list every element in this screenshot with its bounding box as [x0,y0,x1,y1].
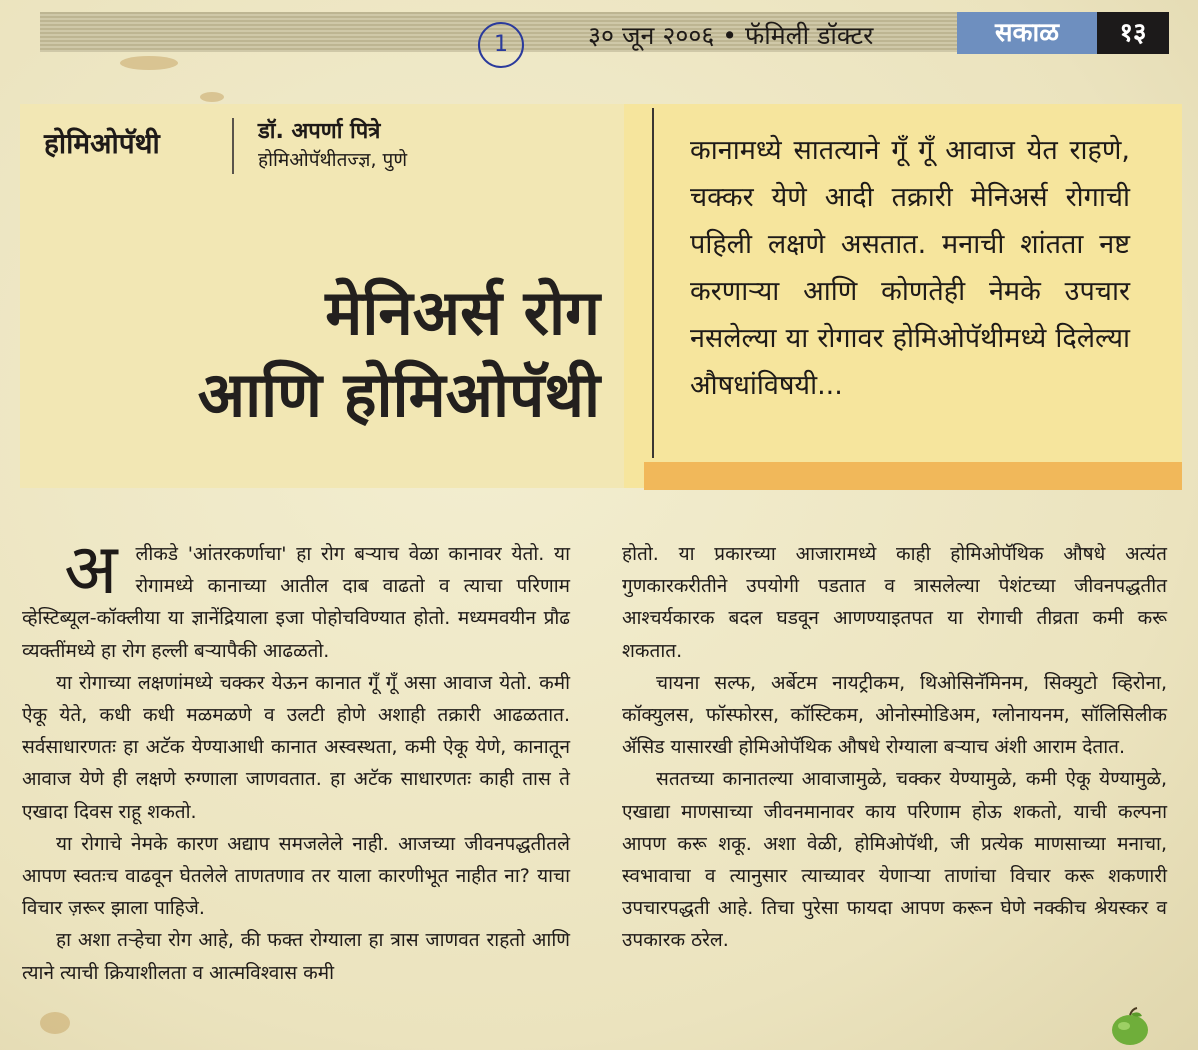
headline [70,272,600,436]
divider [232,118,234,174]
handwritten-mark: 1 [478,22,524,68]
paragraph: होतो. या प्रकारच्या आजारामध्ये काही होमिओपॅथिक औषधे अत्यंत गुणकारकरीतीने उपयोगी पडतात व त्रासलेल्या पेशंटच्या जीवनपद्धतीत आश्चर्यकारक बदल घडवून आणण्याइतपत या रोगाची तीव्रता कमी करू शकतात. [622,543,1167,662]
paragraph: या रोगाच्या लक्षणांमध्ये चक्कर येऊन कानात गूँ गूँ असा आवाज येतो. कमी ऐकू येते, कधी कधी मळमळणे व उलटी होणे अशाही तक्रारी आढळतात. सर्वसाधारणतः हा अटॅक येण्याआधी कानात अस्वस्थता, कमी ऐकू येणे, कानातून आवाज येणे ही लक्षणे रुग्णाला जाणवतात. हा अटॅक साधारणतः काही तास ते एखादा दिवस राहू शकतो. [22,671,570,823]
drop-cap: अ [64,528,118,610]
author-role: होमिओपॅथीतज्ज्ञ, पुणे [258,149,408,171]
article-column-left [22,528,570,989]
page-number: १३ [1097,12,1169,54]
intro-blurb: कानामध्ये सातत्याने गूँ गूँ आवाज येत राहणे, चक्कर येणे आदी तक्रारी मेनिअर्स रोगाची पहिली लक्षणे असतात. मनाची शांतता नष्ट करणाऱ्या आणि कोणतेही नेमके उपचार नसलेल्या या रोगावर होमिओपॅथीमध्ये दिलेल्या औषधांविषयी... [690,135,1130,401]
paragraph: सततच्या कानातल्या आवाजामुळे, चक्कर येण्यामुळे, कमी ऐकू येण्यामुळे, एखाद्या माणसाच्या जीवनमानावर काय परिणाम होऊ शकतो, याची कल्पना आपण करू शकू. अशा वेळी, होमिओपॅथी, जी प्रत्येक माणसाच्या मनाचा, स्वभावाचा व त्यानुसार त्याच्यावर येणाऱ्या ताणांचा विचार करू शकणारी उपचारपद्धती आहे. तिचा पुरेसा फायदा आपण करून घेणे नक्कीच श्रेयस्कर व उपकारक ठरेल. [622,768,1167,952]
stain-mark [200,92,224,102]
paragraph: या रोगाचे नेमके कारण अद्याप समजलेले नाही. आजच्या जीवनपद्धतीतले आपण स्वतःच वाढवून घेतलेले ताणतणाव तर याला कारणीभूत नाहीत ना? याचा विचार ज़रूर झाला पाहिजे. [22,832,570,920]
stain-mark [120,56,178,70]
paragraph: चायना सल्फ, अर्बेटम नायट्रीकम, थिओसिनॅमिनम, सिक्युटो व्हिरोना, कॉक्युलस, फॉस्फोरस, कॉस्टिकम, ओनोस्मोडिअम, ग्लोनायनम, सॉलिसिलीक ॲसिड यासारखी होमिओपॅथिक औषधे रोग्याला बऱ्याच अंशी आराम देतात. [622,671,1167,759]
headline-line: मेनिअर्स रोग [325,276,600,349]
paragraph [22,528,570,667]
newspaper-brand: सकाळ [957,12,1097,54]
article-column-right [622,538,1167,957]
author-name: डॉ. अपर्णा पित्रे [258,119,381,144]
issue-date-section: ३० जून २००६ • फॅमिली डॉक्टर [588,21,874,50]
headline-line: आणि होमिओपॅथी [197,358,600,431]
stain-mark [40,1012,70,1034]
apple-icon [1108,1006,1152,1046]
paragraph-text: लीकडे 'आंतरकर्णाचा' हा रोग बऱ्याच वेळा कानावर येतो. या रोगामध्ये कानाच्या आतील दाब वाढतो व त्याचा परिणाम व्हेस्टिब्यूल-कॉक्लीया या ज्ञानेंद्रियाला इजा पोहोचविण्यात होतो. मध्यमवयीन प्रौढ व्यक्तींमध्ये हा रोग हल्ली बऱ्यापैकी आढळतो. [22,543,570,662]
paragraph: हा अशा तऱ्हेचा रोग आहे, की फक्त रोग्याला हा त्रास जाणवत राहतो आणि त्याने त्याची क्रियाशीलता व आत्मविश्वास कमी [22,929,570,984]
orange-band [644,462,1182,490]
section-label: होमिओपॅथी [44,127,160,160]
divider [652,108,654,458]
